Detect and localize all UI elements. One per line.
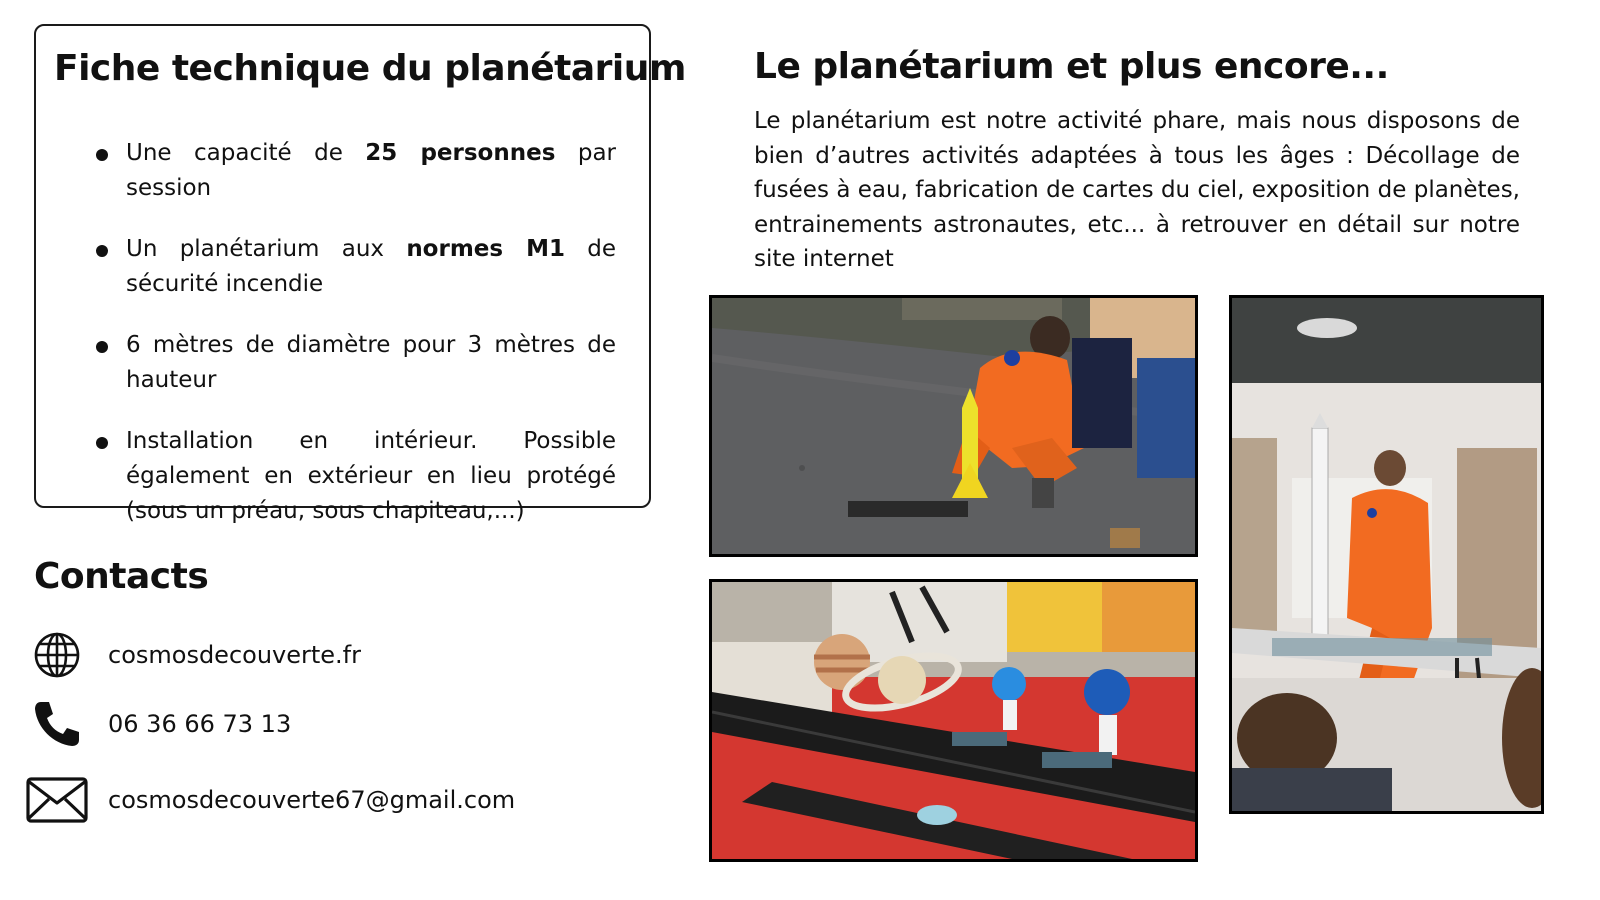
- contacts-title: Contacts: [34, 556, 209, 597]
- technical-sheet-list: [96, 136, 616, 555]
- phone-icon: [26, 698, 88, 750]
- contact-email[interactable]: [26, 777, 515, 823]
- bullet-icon: [96, 341, 108, 353]
- photo-planet-exhibition: [709, 579, 1198, 862]
- website-link[interactable]: cosmosdecouverte.fr: [108, 641, 361, 669]
- technical-sheet-card: [34, 24, 686, 524]
- bullet-icon: [96, 245, 108, 257]
- more-activities-title: Le planétarium et plus encore...: [754, 46, 1389, 87]
- more-activities-paragraph: Le planétarium est notre activité phare, mais nous disposons de bien d’autres activités adaptées à tous les âges : Décollage de fusées à eau, fabrication de cartes du ciel, exposition de planètes, entrainements astronautes, etc... à retrouver en détail sur notre site internet: [754, 108, 1520, 272]
- list-item: Une capacité de 25 personnes par session: [96, 136, 616, 206]
- envelope-icon: [26, 777, 88, 823]
- list-item: Un planétarium aux normes M1 de sécurité incendie: [96, 232, 616, 302]
- bullet-icon: [96, 149, 108, 161]
- bullet-icon: [96, 437, 108, 449]
- photo-astronaut-presentation: [1229, 295, 1544, 814]
- contact-phone[interactable]: [26, 698, 291, 750]
- technical-sheet-title: Fiche technique du planétarium: [54, 48, 686, 89]
- list-item: 6 mètres de diamètre pour 3 mètres de hauteur: [96, 328, 616, 398]
- list-item: Installation en intérieur. Possible également en extérieur en lieu protégé (sous un préau, sous chapiteau,...): [96, 424, 616, 529]
- phone-number[interactable]: 06 36 66 73 13: [108, 710, 292, 738]
- photo-water-rocket: [709, 295, 1198, 557]
- email-link[interactable]: cosmosdecouverte67@gmail.com: [108, 786, 516, 814]
- contact-website[interactable]: [26, 631, 361, 679]
- globe-icon: [26, 631, 88, 679]
